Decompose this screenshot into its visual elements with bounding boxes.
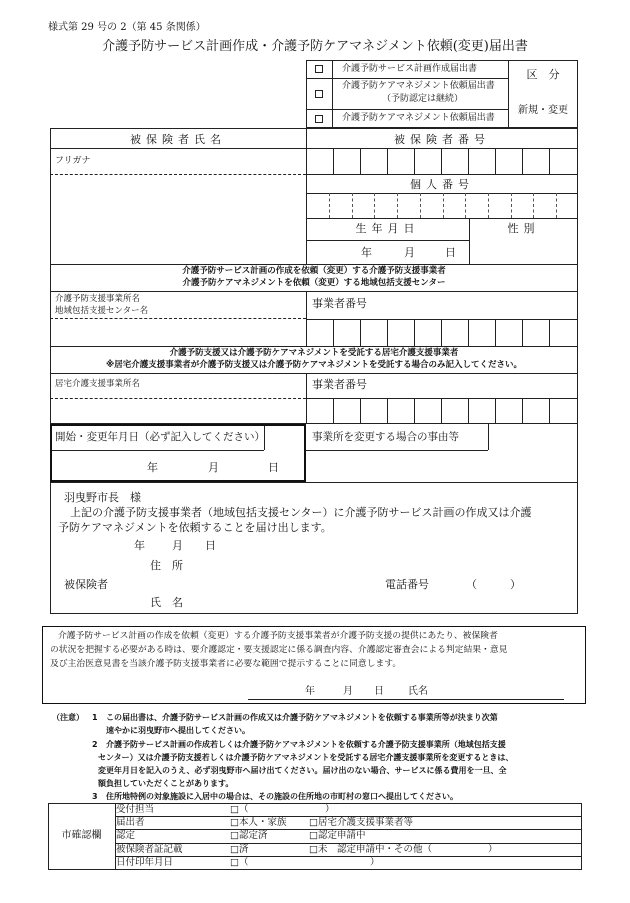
birthdate-label: 生年月日 bbox=[355, 222, 420, 235]
consent-line1: 介護予防サービス計画の作成を依頼（変更）する介護予防支援事業者が介護予防支援の提供にあたり、被保険者 bbox=[58, 631, 498, 641]
note-2-line2: センター）又は介護予防支援若しくは介護予防ケアマネジメントを受託する居宅介護支援事業所を変更するときは、 bbox=[98, 753, 514, 762]
check-row-card-entry: 被保険者証記載 bbox=[116, 844, 183, 855]
category-value: 新規・変更 bbox=[518, 105, 568, 116]
section1-heading1: 介護予防サービス計画の作成を依頼（変更）する介護予防支援事業者 bbox=[182, 266, 446, 276]
insured-person-label: 被保険者 bbox=[64, 578, 108, 591]
declaration-day: 日 bbox=[205, 539, 216, 552]
consent-year: 年 bbox=[305, 686, 315, 697]
insured-name-header: 被保険者氏名 bbox=[130, 133, 226, 146]
type-checkbox-2[interactable] bbox=[315, 90, 323, 98]
check-applicant-self[interactable]: □本人・家族 bbox=[230, 817, 287, 828]
form-number: 様式第 29 号の 2（第 45 条関係） bbox=[48, 22, 206, 33]
address-label: 住 所 bbox=[150, 559, 183, 572]
note-2-line4: 額負担していただくことがあります。 bbox=[98, 779, 234, 788]
individual-number-label: 個人番号 bbox=[410, 178, 474, 191]
check-card-done[interactable]: □済 bbox=[230, 844, 249, 855]
section2-heading1: 介護予防支援又は介護予防ケアマネジメントを受託する居宅介護支援事業者 bbox=[169, 348, 459, 358]
section2-office-label: 居宅介護支援事業所名 bbox=[55, 379, 141, 389]
page-title: 介護予防サービス計画作成・介護予防ケアマネジメント依頼(変更)届出書 bbox=[102, 39, 528, 54]
name-label: 氏 名 bbox=[150, 596, 183, 609]
note-2-line3: 変更年月日を記入のうえ、必ず羽曳野市へ届け出てください。届け出のない場合、サービスに係る費用を一旦、全 bbox=[98, 766, 507, 775]
check-row-applicant: 届出者 bbox=[116, 817, 145, 828]
note-3-line1: 住所地特例の対象施設に入居中の場合は、その施設の住所地の市町村の窓口へ提出してください。 bbox=[106, 792, 458, 801]
insured-number-header: 被保険者番号 bbox=[394, 133, 490, 146]
type-checkbox-1[interactable] bbox=[315, 65, 323, 73]
section1-office-label2: 地域包括支援センター名 bbox=[55, 306, 149, 316]
note-1-num: 1 bbox=[92, 713, 98, 722]
check-row-date-stamp: 日付印年月日 bbox=[116, 857, 174, 868]
type-checkbox-3[interactable] bbox=[315, 115, 323, 123]
check-card-not-done[interactable]: □未 認定申請中・その他（ bbox=[309, 844, 432, 855]
check-card-close: ） bbox=[488, 844, 498, 855]
consent-line2: の状況を把握する必要がある時は、要介護認定・要支援認定に係る調査内容、介護認定審査会による判定結果・意見 bbox=[50, 645, 508, 655]
main-form-box bbox=[50, 128, 578, 614]
start-date-day: 日 bbox=[268, 461, 279, 474]
start-date-label: 開始・変更年月日（必ず記入してください） bbox=[55, 431, 265, 443]
addressee: 羽曳野市長 様 bbox=[64, 491, 141, 504]
birth-month: 月 bbox=[404, 246, 415, 259]
check-reception-close: ） bbox=[325, 804, 335, 815]
city-check-label: 市確認欄 bbox=[61, 830, 102, 841]
declaration-year: 年 bbox=[134, 539, 145, 552]
category-label: 区 分 bbox=[526, 68, 560, 81]
furigana-label: フリガナ bbox=[55, 156, 91, 166]
phone-label: 電話番号 bbox=[385, 578, 429, 591]
note-1-line2: 速やかに羽曳野市へ提出してください。 bbox=[106, 726, 250, 735]
consent-name-label: 氏名 bbox=[408, 686, 428, 697]
gender-label: 性別 bbox=[507, 222, 540, 235]
start-date-year: 年 bbox=[147, 461, 158, 474]
declaration-line1: 上記の介護予防支援事業者（地域包括支援センター）に介護予防サービス計画の作成又は介護 bbox=[70, 506, 532, 519]
consent-month: 月 bbox=[343, 686, 353, 697]
check-applicant-agency[interactable]: □居宅介護支援事業者等 bbox=[309, 817, 413, 828]
check-date-stamp-option[interactable]: □（ bbox=[230, 857, 249, 868]
section2-business-number-label: 事業者番号 bbox=[312, 378, 367, 391]
note-3-num: 3 bbox=[92, 792, 98, 801]
section1-business-number-label: 事業者番号 bbox=[312, 297, 367, 310]
consent-line3: 及び主治医意見書を当該介護予防支援事業者に必要な範囲で提示することに同意します。 bbox=[50, 659, 402, 669]
check-certification-pending[interactable]: □認定申請中 bbox=[309, 830, 366, 841]
type-label-3: 介護予防ケアマネジメント依頼届出書 bbox=[342, 113, 495, 123]
phone-paren-open: （ bbox=[466, 578, 477, 591]
note-2-line1: 介護予防サービス計画の作成若しくは介護予防ケアマネジメントを依頼する介護予防支援事業所（地域包括支援 bbox=[106, 740, 506, 749]
check-date-stamp-close: ） bbox=[370, 857, 380, 868]
declaration-month: 月 bbox=[172, 539, 183, 552]
type-label-2: 介護予防ケアマネジメント依頼届出書 bbox=[342, 81, 495, 91]
reason-label: 事業所を変更する場合の事由等 bbox=[312, 431, 459, 443]
note-2-num: 2 bbox=[92, 740, 98, 749]
consent-day: 日 bbox=[374, 686, 384, 697]
birth-day: 日 bbox=[445, 246, 456, 259]
section1-office-label1: 介護予防支援事業所名 bbox=[55, 294, 141, 304]
birth-year: 年 bbox=[361, 246, 372, 259]
type-note-2: （予防認定は継続） bbox=[382, 94, 464, 104]
check-row-certification: 認定 bbox=[116, 830, 136, 841]
declaration-line2: 予防ケアマネジメントを依頼することを届け出します。 bbox=[58, 521, 332, 534]
note-1-line1: この届出書は、介護予防サービス計画の作成又は介護予防ケアマネジメントを依頼する事業所等が決まり次第 bbox=[106, 713, 498, 722]
check-certified[interactable]: □認定済 bbox=[230, 830, 268, 841]
check-row-reception: 受付担当 bbox=[116, 804, 155, 815]
section1-heading2: 介護予防ケアマネジメントを依頼（変更）する地域包括支援センター bbox=[182, 278, 446, 288]
check-reception-option[interactable]: □（ bbox=[230, 804, 249, 815]
type-label-1: 介護予防サービス計画作成届出書 bbox=[342, 64, 478, 74]
section2-heading2: ※居宅介護支援事業者が介護予防支援又は介護予防ケアマネジメントを受託する場合のみ記入してください。 bbox=[105, 360, 522, 370]
notes-label: （注意） bbox=[52, 713, 84, 722]
start-date-month: 月 bbox=[208, 461, 219, 474]
phone-paren-close: ） bbox=[510, 578, 521, 591]
